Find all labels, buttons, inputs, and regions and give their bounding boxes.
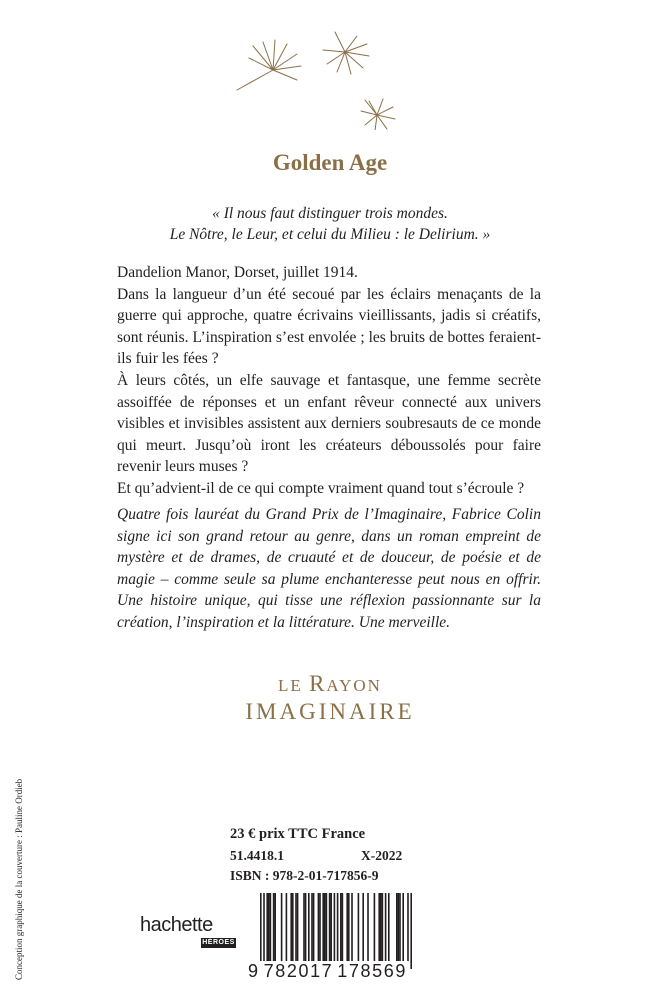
- barcode-digits-left: 782017: [263, 961, 334, 981]
- barcode-bar: [260, 893, 262, 969]
- barcode-bar: [313, 893, 315, 961]
- barcode-bar: [378, 893, 380, 961]
- barcode-bar: [382, 893, 384, 961]
- dandelion-seeds-illustration: [225, 30, 425, 130]
- barcode-bar: [342, 893, 344, 961]
- barcode-bar: [374, 893, 376, 961]
- barcode-bar: [274, 893, 276, 961]
- summary-paragraph: Dans la langueur d’un été secoué par les éclairs menaçants de la guerre qui approche, quatre écrivains vieillissants, jadis si créatifs, sont réunis. L’inspiration s’est envolée ; les bruits de bottes feraient-ils fuir les fées ?: [117, 285, 541, 368]
- barcode-bar: [324, 893, 326, 961]
- barcode-bar: [402, 893, 404, 961]
- barcode-bar: [322, 893, 324, 961]
- barcode-bar: [308, 893, 310, 961]
- quote-line: Le Nôtre, le Leur, et celui du Milieu : le Delirium. »: [169, 226, 491, 243]
- barcode-bar: [305, 893, 307, 961]
- barcode-bar: [319, 893, 321, 961]
- edition-date: X-2022: [361, 848, 403, 863]
- barcode-bar: [367, 893, 369, 961]
- barcode-bar: [410, 893, 412, 969]
- barcode-digits: [246, 961, 424, 982]
- epigraph-quote: [60, 203, 600, 245]
- barcode-bar: [385, 893, 387, 961]
- barcode-bar: [303, 893, 305, 961]
- book-title: Golden Age: [272, 150, 388, 175]
- summary-text: [117, 262, 541, 500]
- summary-paragraph: Et qu’advient-il de ce qui compte vraiment quand tout s’écroule ?: [117, 479, 525, 497]
- barcode-bar: [348, 893, 350, 961]
- barcode-bar: [295, 893, 297, 961]
- barcode-bar: [268, 893, 270, 961]
- barcode-bar: [337, 893, 339, 969]
- barcode-bar: [273, 893, 275, 961]
- barcode-bar: [286, 893, 288, 961]
- barcode-bar: [318, 893, 320, 961]
- barcode-bar: [281, 893, 283, 961]
- barcode-bar: [334, 893, 336, 969]
- barcode-bar: [388, 893, 390, 961]
- author-blurb: [117, 504, 541, 634]
- barcode-bar: [346, 893, 348, 961]
- collection-logo: [0, 672, 660, 726]
- barcode-bar: [266, 893, 268, 961]
- isbn-label: ISBN : 978-2-01-717856-9: [230, 868, 379, 883]
- barcode-bar: [407, 893, 409, 969]
- barcode-bar: [326, 893, 328, 961]
- barcode-bar: [292, 893, 294, 961]
- cover-design-credit: Conception graphique de la couverture : Pauline Ordieb: [14, 778, 24, 980]
- barcode-bar: [297, 893, 299, 961]
- product-code: 51.4418.1: [230, 848, 284, 863]
- logo-initial: R: [309, 671, 327, 696]
- barcode-bar: [362, 893, 364, 961]
- summary-paragraph: À leurs côtés, un elfe sauvage et fantasque, une femme secrète assoiffée de réponses et un enfant rêveur connecté aux univers visibles et invisibles assistent aux derniers soubresauts de ce monde qui meurt. Jusqu’où iront les créateurs déboussolés pour faire revenir leurs muses ?: [117, 371, 541, 476]
- barcode-bar: [340, 893, 342, 961]
- barcode-bar: [351, 893, 353, 961]
- barcode-digit-first: 9: [248, 961, 260, 981]
- barcode-bar: [396, 893, 398, 961]
- logo-rest: AYON: [326, 676, 382, 695]
- imprint-badge: HÉROES: [202, 939, 235, 946]
- collection-logo-line1: [0, 672, 660, 698]
- blurb-paragraph: Quatre fois lauréat du Grand Prix de l’Imaginaire, Fabrice Colin signe ici son grand retour au genre, dans un roman empreint de mystère et de drames, de cruauté et de douceur, de poésie et de magie – comme seule sa plume enchanteresse peut nous en offrir. Une histoire unique, qui tisse une réflexion passionnante sur la création, l’inspiration et la littérature. Une merveille.: [117, 506, 541, 631]
- publisher-logo: hachette: [140, 914, 213, 936]
- barcode-bar: [270, 893, 272, 961]
- barcode-bar: [330, 893, 332, 961]
- barcode-bar: [399, 893, 401, 961]
- barcode-bar: [311, 893, 313, 961]
- logo-prefix: LE: [278, 676, 303, 695]
- barcode-bar: [290, 893, 292, 961]
- barcode-digits-right: 178569: [337, 961, 407, 981]
- barcode: [246, 891, 424, 989]
- summary-paragraph: Dandelion Manor, Dorset, juillet 1914.: [117, 264, 358, 281]
- quote-line: « Il nous faut distinguer trois mondes.: [212, 205, 448, 222]
- barcode-bar: [398, 893, 400, 961]
- price-label: 23 € prix TTC France: [230, 826, 366, 842]
- barcode-bar: [263, 893, 265, 969]
- barcode-bar: [329, 893, 331, 961]
- barcode-bar: [380, 893, 382, 961]
- barcode-bar: [358, 893, 360, 961]
- collection-logo-line2: IMAGINAIRE: [245, 699, 415, 724]
- barcode-bars: [246, 891, 424, 969]
